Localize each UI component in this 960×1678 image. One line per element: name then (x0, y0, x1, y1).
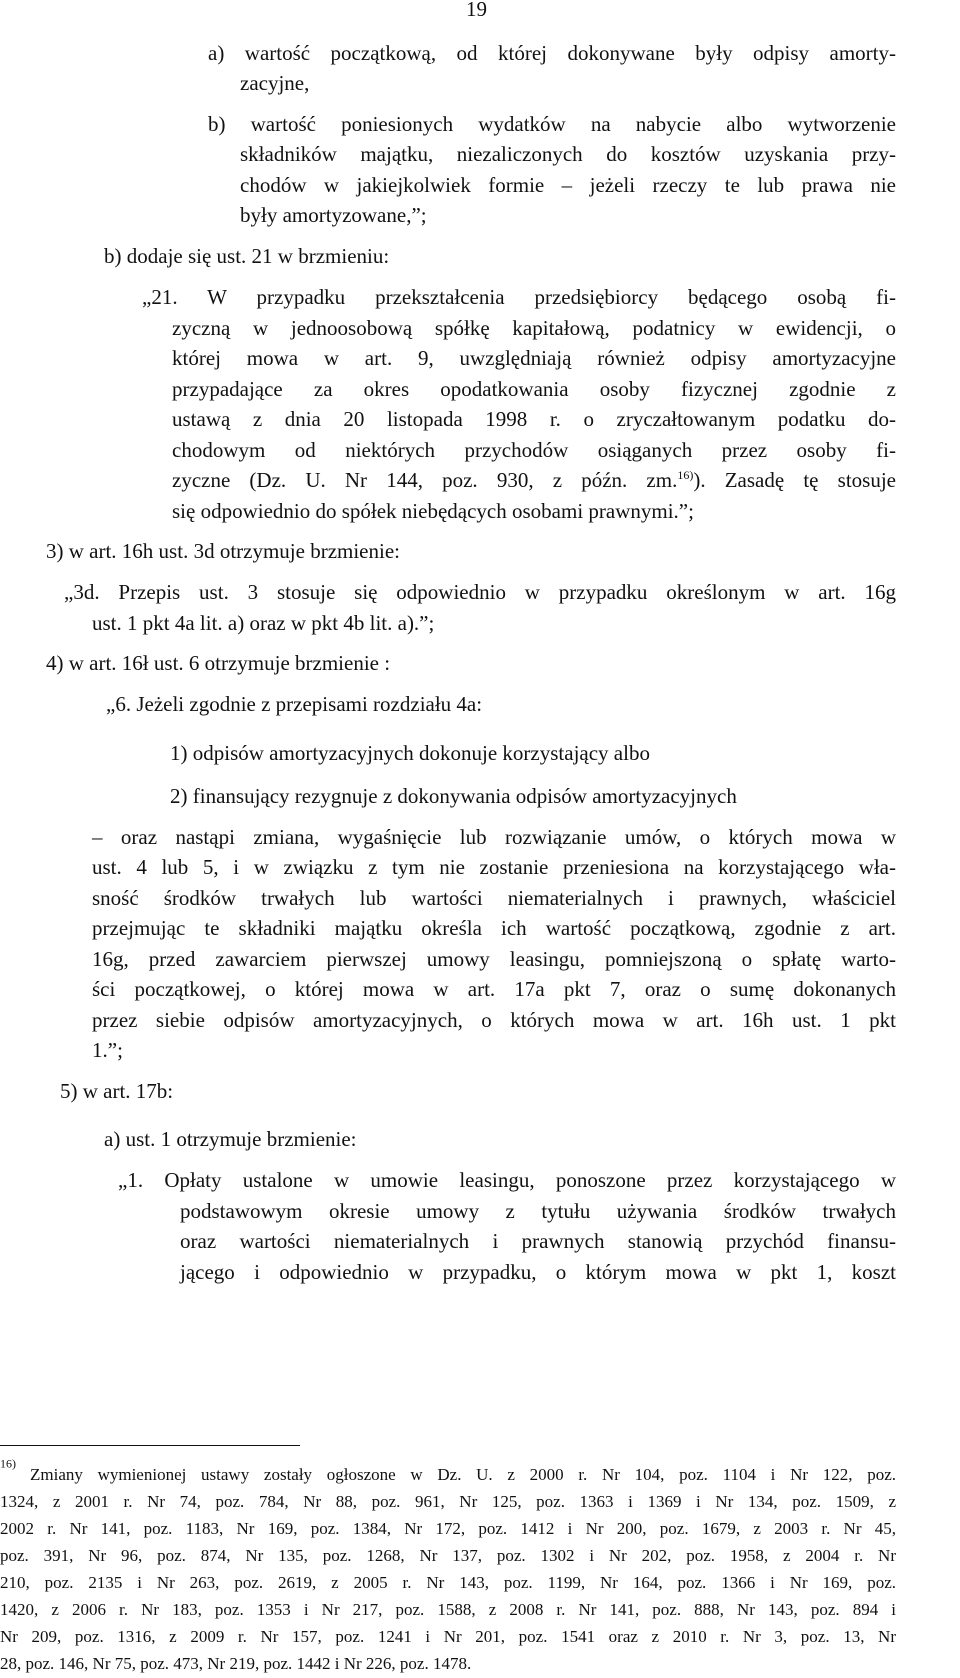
text-line: podstawowym okresie umowy z tytułu używania środków trwałych (180, 1199, 896, 1223)
footnote-line: 28, poz. 146, Nr 75, poz. 473, Nr 219, poz. 1442 i Nr 226, poz. 1478. (0, 1654, 472, 1673)
text-line: były amortyzowane,”; (240, 203, 427, 227)
text-line: 3) w art. 16h ust. 3d otrzymuje brzmienie: (46, 539, 400, 563)
footnote-line: Zmiany wymienionej ustawy zostały ogłoszone w Dz. U. z 2000 r. Nr 104, poz. 1104 i Nr 122, poz. (30, 1465, 896, 1484)
text-line: składników majątku, niezaliczonych do kosztów uzyskania przy- (240, 142, 896, 166)
page-number: 19 (466, 0, 487, 21)
text-line: b) dodaje się ust. 21 w brzmieniu: (104, 244, 390, 268)
text-line: jącego i odpowiednio w przypadku, o którym mowa w pkt 1, koszt (180, 1260, 896, 1284)
text-line: a) wartość początkową, od której dokonywane były odpisy amorty- (208, 41, 896, 65)
text-line: b) wartość poniesionych wydatków na nabycie albo wytworzenie (208, 112, 896, 136)
text-line: się odpowiednio do spółek niebędących osobami prawnymi.”; (172, 499, 694, 523)
text-line: 4) w art. 16ł ust. 6 otrzymuje brzmienie : (46, 651, 391, 675)
footnote-line: 210, poz. 2135 i Nr 263, poz. 2619, z 2005 r. Nr 143, poz. 1199, Nr 164, poz. 1366 i Nr 169, poz. (0, 1573, 896, 1592)
text-line: 5) w art. 17b: (60, 1079, 174, 1103)
footnote-line: poz. 391, Nr 96, poz. 874, Nr 135, poz. 1268, Nr 137, poz. 1302 i Nr 202, poz. 1958, z 2004 r. Nr (0, 1546, 896, 1565)
text-line: „6. Jeżeli zgodnie z przepisami rozdziału 4a: (106, 692, 483, 716)
footnote-marker (0, 1455, 16, 1482)
footnote-line: Nr 209, poz. 1316, z 2009 r. Nr 157, poz. 1241 i Nr 201, poz. 1541 oraz z 2010 r. Nr 3, poz. 13, Nr (0, 1627, 896, 1646)
text-line: „3d. Przepis ust. 3 stosuje się odpowiednio w przypadku określonym w art. 16g (64, 580, 896, 604)
text-line: oraz wartości niematerialnych i prawnych stanowią przychód finansu- (180, 1229, 896, 1253)
text-fragment: zyczne (Dz. U. Nr 144, poz. 930, z późn. zm. (172, 468, 678, 492)
text-line (172, 465, 896, 496)
text-line: przypadające za okres opodatkowania osoby fizycznej zgodnie z (172, 377, 896, 401)
text-line: – oraz nastąpi zmiana, wygaśnięcie lub rozwiązanie umów, o których mowa w (92, 825, 896, 849)
text-line: chodów w jakiejkolwiek formie – jeżeli rzeczy te lub prawa nie (240, 173, 896, 197)
footnote-reference[interactable]: 16) (677, 468, 694, 482)
text-line: zacyjne, (240, 71, 310, 95)
text-line: „1. Opłaty ustalone w umowie leasingu, ponoszone przez korzystającego w (118, 1168, 896, 1192)
text-line: a) ust. 1 otrzymuje brzmienie: (104, 1127, 357, 1151)
footnote-line: 1420, z 2006 r. Nr 183, poz. 1353 i Nr 217, poz. 1588, z 2008 r. Nr 141, poz. 888, Nr 143, poz. 894 i (0, 1600, 896, 1619)
text-line: ust. 1 pkt 4a lit. a) oraz w pkt 4b lit. a).”; (92, 611, 435, 635)
footnote-line: 2002 r. Nr 141, poz. 1183, Nr 169, poz. 1384, Nr 172, poz. 1412 i Nr 200, poz. 1679, z 2003 r. Nr 45, (0, 1519, 896, 1538)
text-line: chodowym od niektórych przychodów osiąganych przez osoby fi- (172, 438, 896, 462)
text-line: 2) finansujący rezygnuje z dokonywania odpisów amortyzacyjnych (170, 784, 737, 808)
text-line: ści początkowej, o której mowa w art. 17a pkt 7, oraz o sumę dokonanych (92, 977, 896, 1001)
text-line: 1) odpisów amortyzacyjnych dokonuje korzystający albo (170, 741, 650, 765)
text-fragment: ). Zasadę tę stosuje (693, 468, 896, 492)
footnote-number: 16) (0, 1456, 16, 1471)
footnote-line: 1324, z 2001 r. Nr 74, poz. 784, Nr 88, poz. 961, Nr 125, poz. 1363 i 1369 i Nr 134, poz. 1509, z (0, 1492, 896, 1511)
text-line: ust. 4 lub 5, i w związku z tym nie zostanie przeniesiona na korzystającego wła- (92, 855, 896, 879)
text-line: „21. W przypadku przekształcenia przedsiębiorcy będącego osobą fi- (142, 285, 896, 309)
text-line: sność środków trwałych lub wartości niematerialnych i prawnych, właściciel (92, 886, 896, 910)
text-line: 1.”; (92, 1038, 123, 1062)
text-line: zyczną w jednoosobową spółkę kapitałową, podatnicy w ewidencji, o (172, 316, 896, 340)
text-line: ustawą z dnia 20 listopada 1998 r. o zryczałtowanym podatku do- (172, 407, 896, 431)
text-line: której mowa w art. 9, uwzględniają również odpisy amortyzacyjne (172, 346, 896, 370)
text-line: 16g, przed zawarciem pierwszej umowy leasingu, pomniejszoną o spłatę warto- (92, 947, 896, 971)
text-line: przez siebie odpisów amortyzacyjnych, o których mowa w art. 16h ust. 1 pkt (92, 1008, 896, 1032)
footnote-separator (0, 1445, 300, 1446)
text-line: przejmując te składniki majątku określa ich wartość początkową, zgodnie z art. (92, 916, 896, 940)
